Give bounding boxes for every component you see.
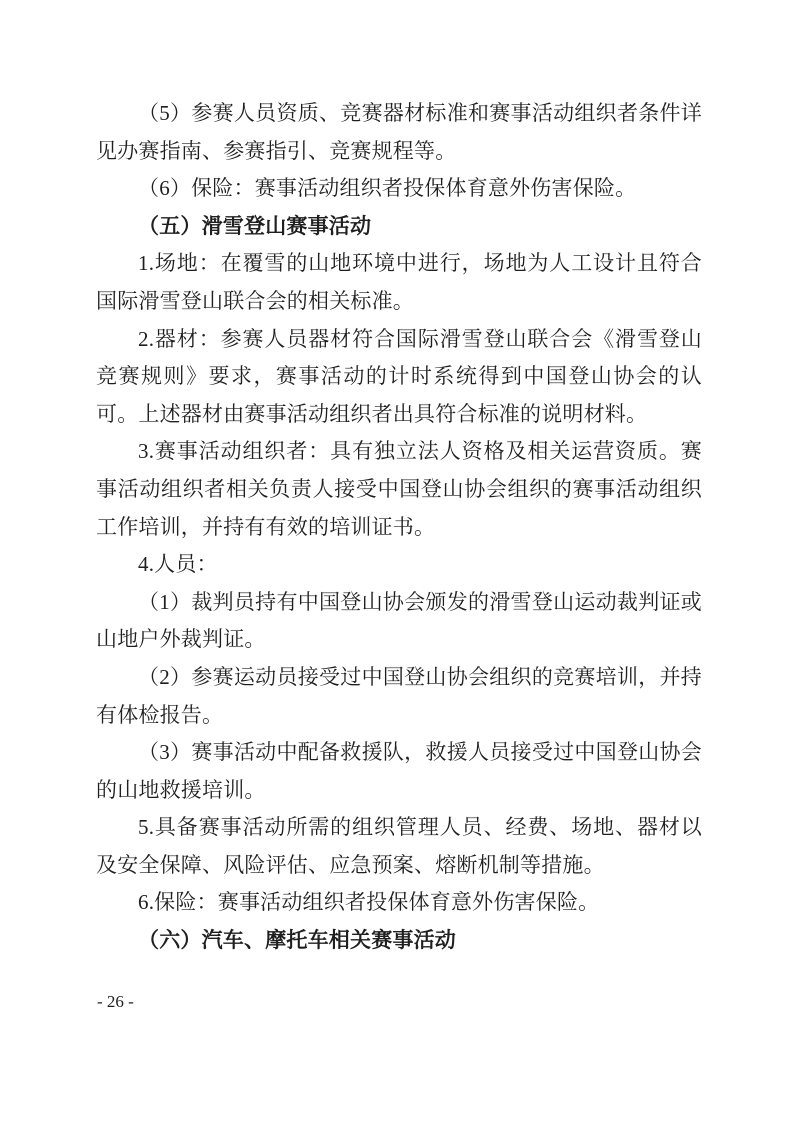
section-heading: （六）汽车、摩托车相关赛事活动: [138, 928, 456, 953]
paragraph: 2.器材：参赛人员器材符合国际滑雪登山联合会《滑雪登山竞赛规则》要求，赛事活动的计时系统得到中国登山协会的认可。上述器材由赛事活动组织者出具符合标准的说明材料。: [96, 326, 702, 426]
paragraph: 1.场地：在覆雪的山地环境中进行，场地为人工设计且符合国际滑雪登山联合会的相关标准。: [96, 251, 702, 313]
paragraph: 6.保险：赛事活动组织者投保体育意外伤害保险。: [138, 890, 600, 915]
paragraph: 5.具备赛事活动所需的组织管理人员、经费、场地、器材以及安全保障、风险评估、应急预案、熔断机制等措施。: [96, 815, 702, 877]
page-number: - 26 -: [97, 992, 134, 1011]
paragraph: （3）赛事活动中配备救援队，救援人员接受过中国登山协会的山地救援培训。: [96, 740, 702, 802]
paragraph: （5）参赛人员资质、竞赛器材标准和赛事活动组织者条件详见办赛指南、参赛指引、竞赛规程等。: [96, 101, 702, 163]
section-heading: （五）滑雪登山赛事活动: [138, 213, 372, 238]
paragraph: 4.人员：: [138, 552, 218, 577]
document-body: [96, 95, 702, 960]
paragraph: （6）保险：赛事活动组织者投保体育意外伤害保险。: [138, 176, 637, 201]
paragraph: （1）裁判员持有中国登山协会颁发的滑雪登山运动裁判证或山地户外裁判证。: [96, 589, 702, 652]
paragraph: （2）参赛运动员接受过中国登山协会组织的竞赛培训，并持有体检报告。: [96, 664, 702, 727]
paragraph: 3.赛事活动组织者：具有独立法人资格及相关运营资质。赛事活动组织者相关负责人接受中国登山协会组织的赛事活动组织工作培训，并持有有效的培训证书。: [96, 439, 702, 539]
